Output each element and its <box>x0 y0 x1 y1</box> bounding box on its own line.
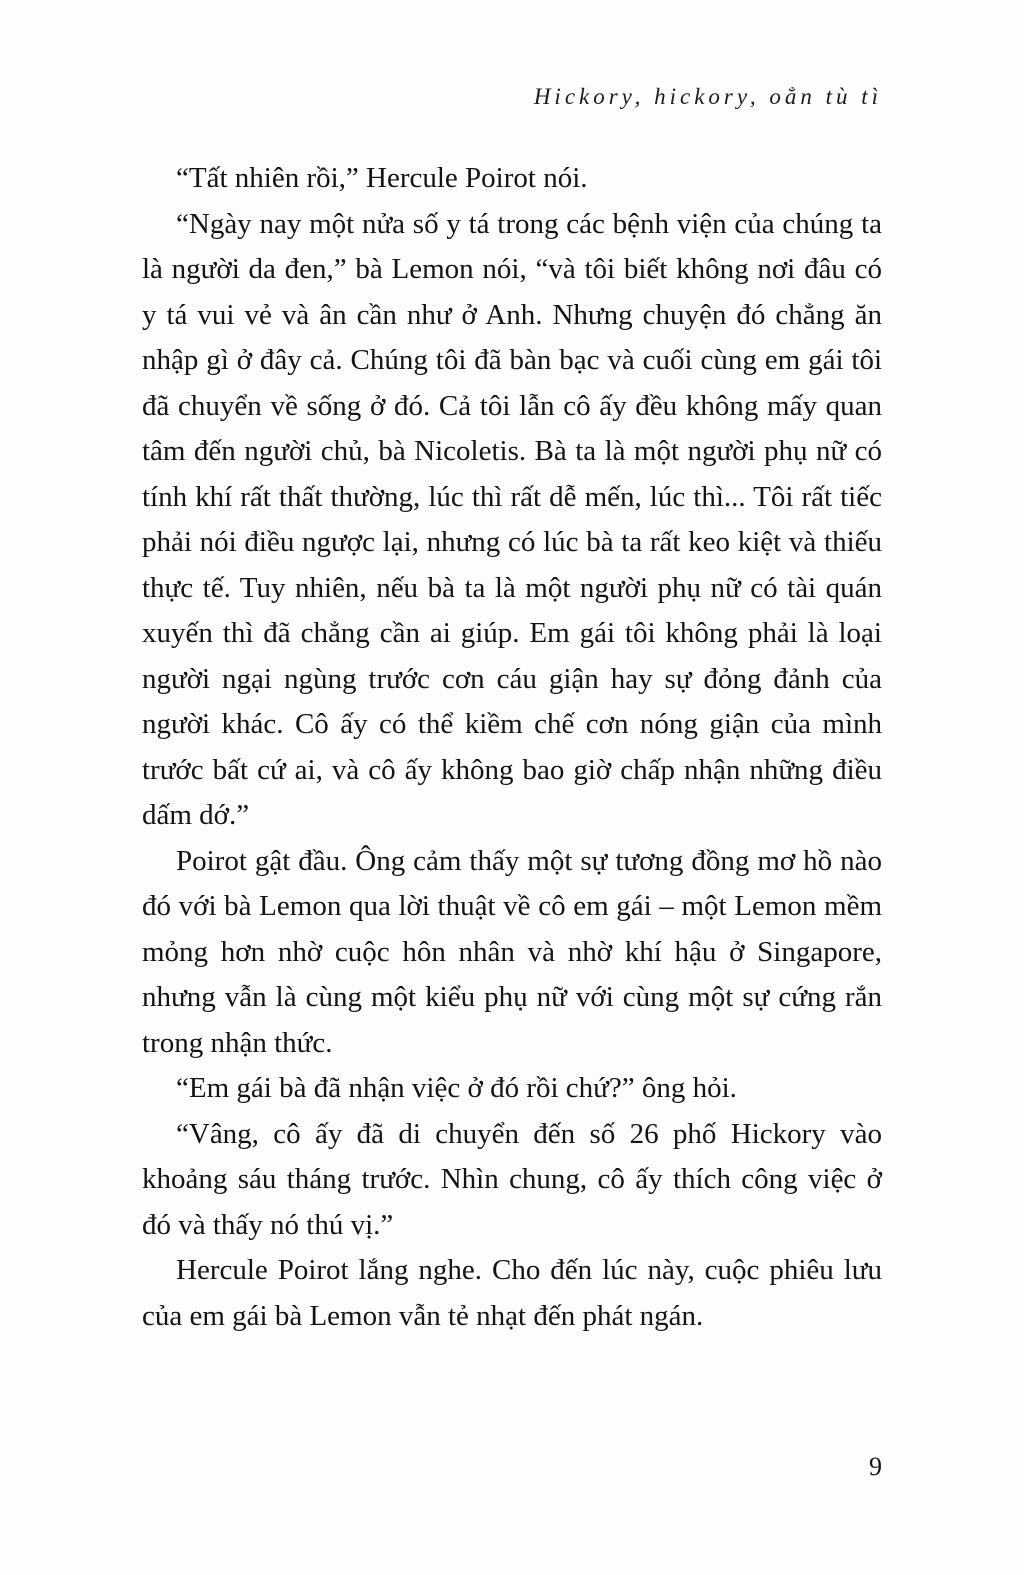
paragraph: “Ngày nay một nửa số y tá trong các bệnh viện của chúng ta là người da đen,” bà Lemon nói, “và tôi biết không nơi đâu có y tá vui vẻ và ân cần như ở Anh. Nhưng chuyện đó chẳng ăn nhập gì ở đây cả. Chúng tôi đã bàn bạc và cuối cùng em gái tôi đã chuyển về sống ở đó. Cả tôi lẫn cô ấy đều không mấy quan tâm đến người chủ, bà Nicoletis. Bà ta là một người phụ nữ có tính khí rất thất thường, lúc thì rất dễ mến, lúc thì... Tôi rất tiếc phải nói điều ngược lại, nhưng có lúc bà ta rất keo kiệt và thiếu thực tế. Tuy nhiên, nếu bà ta là một người phụ nữ có tài quán xuyến thì đã chẳng cần ai giúp. Em gái tôi không phải là loại người ngại ngùng trước cơn cáu giận hay sự đỏng đảnh của người khác. Cô ấy có thể kiềm chế cơn nóng giận của mình trước bất cứ ai, và cô ấy không bao giờ chấp nhận những điều dấm dớ.” <box>142 207 882 831</box>
paragraph: “Vâng, cô ấy đã di chuyển đến số 26 phố Hickory vào khoảng sáu tháng trước. Nhìn chung, cô ấy thích công việc ở đó và thấy nó thú vị.” <box>142 1117 882 1241</box>
running-header: Hickory, hickory, oẳn tù tì <box>533 84 882 109</box>
paragraph: “Tất nhiên rồi,” Hercule Poirot nói. <box>176 162 588 194</box>
paragraph: Hercule Poirot lắng nghe. Cho đến lúc này, cuộc phiêu lưu của em gái bà Lemon vẫn tẻ nhạt đến phát ngán. <box>142 1254 882 1332</box>
paragraph: “Em gái bà đã nhận việc ở đó rồi chứ?” ông hỏi. <box>176 1072 737 1104</box>
page-number: 9 <box>869 1452 882 1481</box>
body-text-block <box>142 156 882 1339</box>
paragraph: Poirot gật đầu. Ông cảm thấy một sự tương đồng mơ hồ nào đó với bà Lemon qua lời thuật về cô em gái – một Lemon mềm mỏng hơn nhờ cuộc hôn nhân và nhờ khí hậu ở Singapore, nhưng vẫn là cùng một kiểu phụ nữ với cùng một sự cứng rắn trong nhận thức. <box>142 844 882 1059</box>
